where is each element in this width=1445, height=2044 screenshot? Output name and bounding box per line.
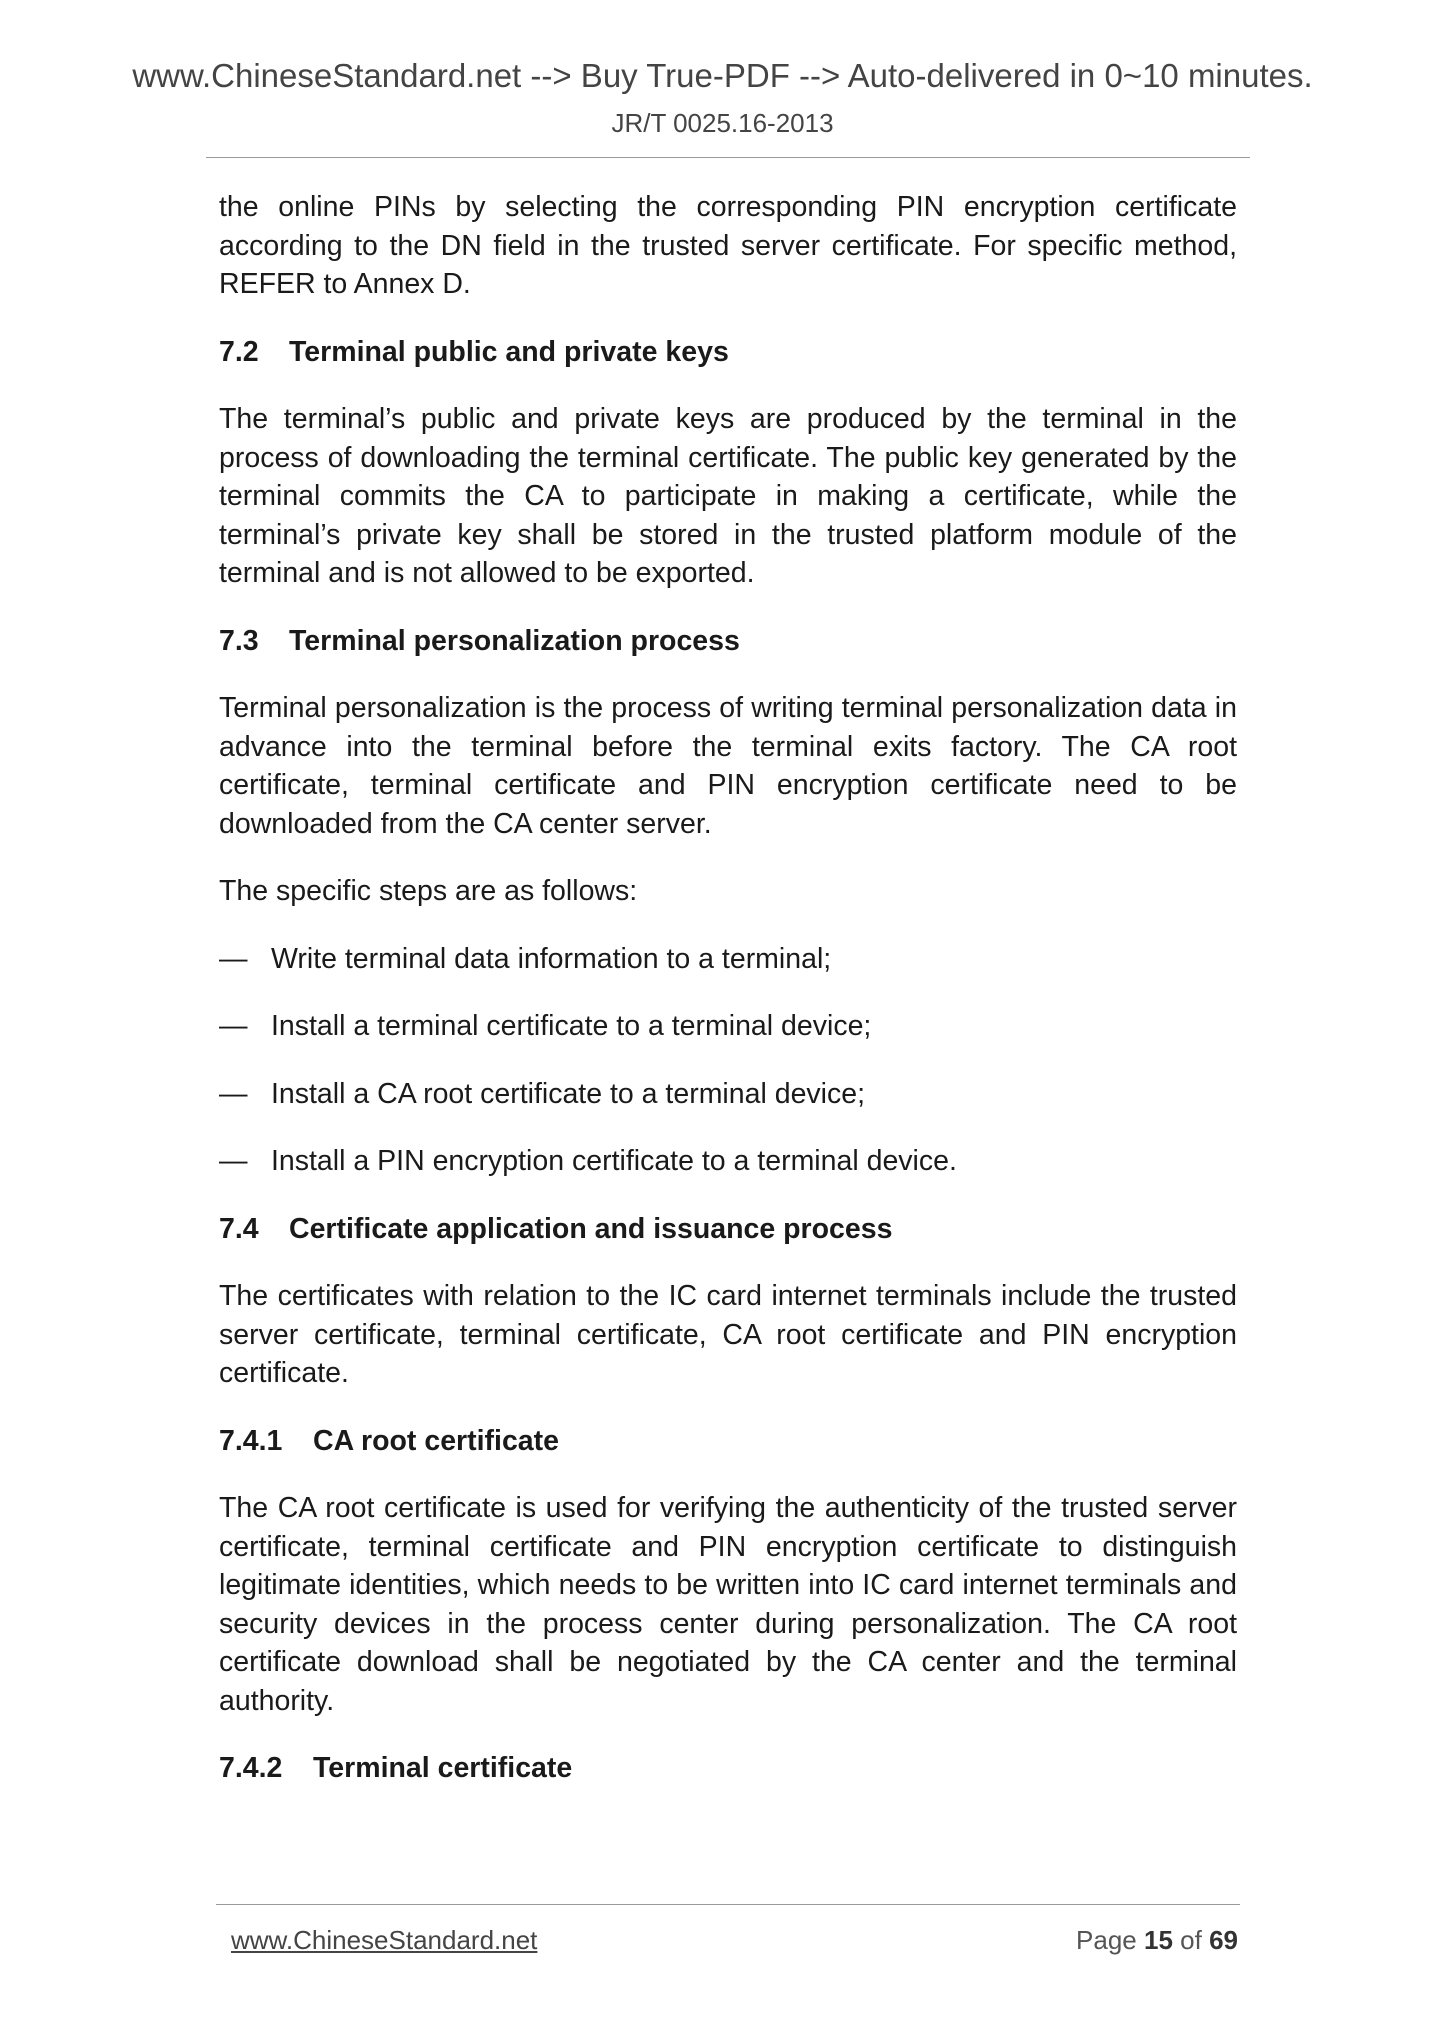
section-title: CA root certificate — [313, 1424, 559, 1457]
section-heading-7-4 — [219, 1210, 1237, 1249]
list-item-text: Write terminal data information to a terminal; — [271, 942, 832, 975]
header-banner: www.ChineseStandard.net --> Buy True-PDF --> Auto-delivered in 0~10 minutes. — [132, 57, 1313, 94]
paragraph-7-2: The terminal’s public and private keys are produced by the terminal in the process of downloading the terminal certificate. The public key generated by the terminal commits the CA to participate in making a certificate, while the terminal’s private key shall be stored in the trusted platform module of the terminal and is not allowed to be exported. — [219, 403, 1237, 589]
dash-bullet: — — [219, 1077, 248, 1110]
section-number: 7.3 — [219, 624, 259, 657]
dash-bullet: — — [219, 942, 248, 975]
document-number: JR/T 0025.16-2013 — [611, 108, 834, 138]
paragraph-7-4: The certificates with relation to the IC card internet terminals include the trusted server certificate, terminal certificate, CA root certificate and PIN encryption certificate. — [219, 1280, 1237, 1389]
paragraph-7-4-1: The CA root certificate is used for verifying the authenticity of the trusted server certificate, terminal certificate and PIN encryption certificate to distinguish legitimate identities, which needs to be written into IC card internet terminals and security devices in the process center during personalization. The CA root certificate download shall be negotiated by the CA center and the terminal authority. — [219, 1492, 1237, 1717]
section-title: Terminal public and private keys — [289, 335, 729, 368]
total-pages: 69 — [1209, 1925, 1238, 1955]
list-item — [219, 1075, 1237, 1114]
section-heading-7-4-1 — [219, 1422, 1237, 1461]
steps-list — [219, 940, 1237, 1181]
page-of-label: of — [1180, 1925, 1202, 1955]
list-item-text: Install a terminal certificate to a terminal device; — [271, 1010, 872, 1042]
section-heading-7-3 — [219, 622, 1237, 661]
section-title: Terminal personalization process — [289, 624, 740, 657]
list-item-text: Install a CA root certificate to a terminal device; — [271, 1077, 866, 1110]
footer-divider — [216, 1904, 1240, 1905]
intro-paragraph: the online PINs by selecting the corresponding PIN encryption certificate according to the DN field in the trusted server certificate. For specific method, REFER to Annex D. — [219, 191, 1237, 300]
section-number: 7.4 — [219, 1212, 259, 1245]
dash-bullet: — — [219, 1010, 248, 1042]
page-label: Page — [1076, 1925, 1137, 1955]
section-number: 7.4.2 — [219, 1752, 283, 1784]
list-item-text: Install a PIN encryption certificate to a terminal device. — [271, 1145, 957, 1177]
paragraph-7-3-a: Terminal personalization is the process of writing terminal personalization data in advance into the terminal before the terminal exits factory. The CA root certificate, terminal certificate and PIN encryption certificate need to be downloaded from the CA center server. — [219, 692, 1237, 840]
section-number: 7.4.1 — [219, 1424, 283, 1457]
paragraph-7-3-b: The specific steps are as follows: — [219, 875, 638, 907]
page-indicator — [1076, 1924, 1238, 1956]
list-item — [219, 1007, 1237, 1046]
section-heading-7-4-2 — [219, 1749, 1237, 1788]
dash-bullet: — — [219, 1145, 248, 1177]
section-title: Terminal certificate — [313, 1752, 573, 1784]
footer-website-link[interactable]: www.ChineseStandard.net — [231, 1925, 538, 1955]
list-item — [219, 1142, 1237, 1181]
current-page: 15 — [1144, 1925, 1173, 1955]
page-content — [219, 188, 1237, 1817]
list-item — [219, 940, 1237, 979]
header-divider — [206, 157, 1250, 158]
section-number: 7.2 — [219, 335, 259, 368]
section-heading-7-2 — [219, 333, 1237, 372]
section-title: Certificate application and issuance process — [289, 1212, 893, 1245]
